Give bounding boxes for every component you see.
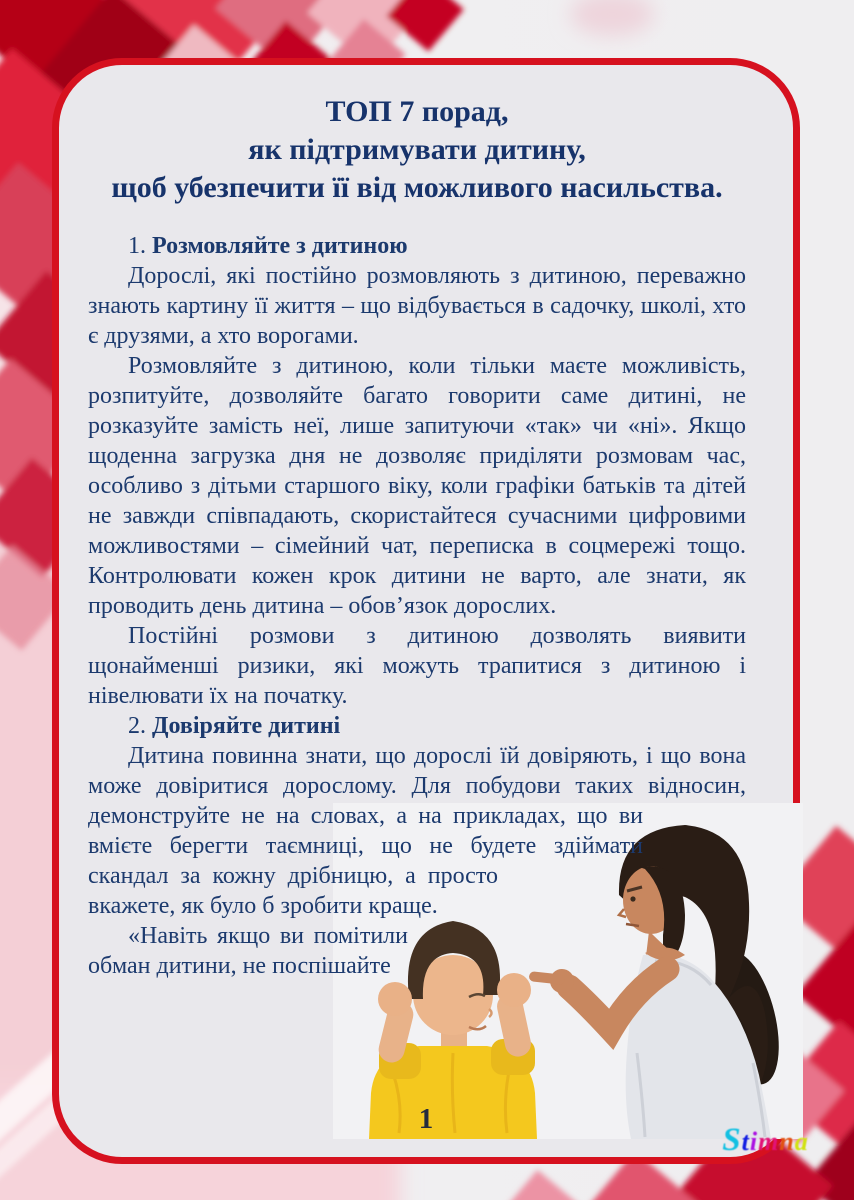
site-watermark: Stimna [722, 1122, 809, 1158]
title-line-2: як підтримувати дитину, [248, 133, 586, 166]
paragraph-trust-wrap: побудови таких відносин, демонструйте не на словах, а на прикладах, що ви вмієте берегти таємниці, що не будете здіймати скандал за кожну дрібницю, а просто вкажете, як було б зробити краще. [88, 773, 746, 919]
section-1-title: Розмовляйте з дитиною [152, 233, 408, 259]
title-line-1: ТОП 7 порад, [325, 95, 509, 128]
paragraph-trust-intro: Дитина повинна знати, що дорослі їй довіряють, і що вона може довіритися дорослому. Для [88, 743, 746, 799]
section-1-number: 1. [128, 233, 146, 259]
section-2-number: 2. [128, 713, 146, 739]
paragraph-talk-1: Дорослі, які постійно розмовляють з дитиною, переважно знають картину її життя – що відбувається в садочку, школі, хто є друзями, а хто ворогами. [88, 263, 746, 349]
article-body [88, 231, 746, 981]
section-1-heading [88, 231, 746, 261]
paragraph-talk-3: Постійні розмови з дитиною дозволять виявити щонайменші ризики, які можуть трапитися з дитиною і нівелювати їх на початку. [88, 623, 746, 709]
content-card [52, 58, 800, 1164]
page-title [88, 93, 746, 207]
section-2-title: Довіряйте дитині [152, 713, 341, 739]
paragraph-talk-2: Розмовляйте з дитиною, коли тільки маєте можливість, розпитуйте, дозволяйте багато говорити саме дитині, не розказуйте замість неї, лише запитуючи «так» чи «ні». Якщо щоденна загрузка дня не дозволяє приділяти розмовам час, особливо з дітьми старшого віку, коли графіки батьків та дітей не завжди співпадають, скористайтеся сучасними цифровими можливостями – сімейний чат, переписка в соцмережі тощо. Контролювати кожен крок дитини не варто, але знати, як проводить день дитина – обов’язок дорослих. [88, 353, 746, 619]
section-2-heading [88, 711, 746, 741]
paragraph-deception: «Навіть якщо ви помітили обман дитини, не поспішайте [88, 923, 408, 979]
title-line-3: щоб убезпечити її від можливого насильства. [111, 171, 723, 204]
paragraph-trust-with-photo [88, 741, 746, 921]
page-number: 1 [418, 1103, 434, 1135]
